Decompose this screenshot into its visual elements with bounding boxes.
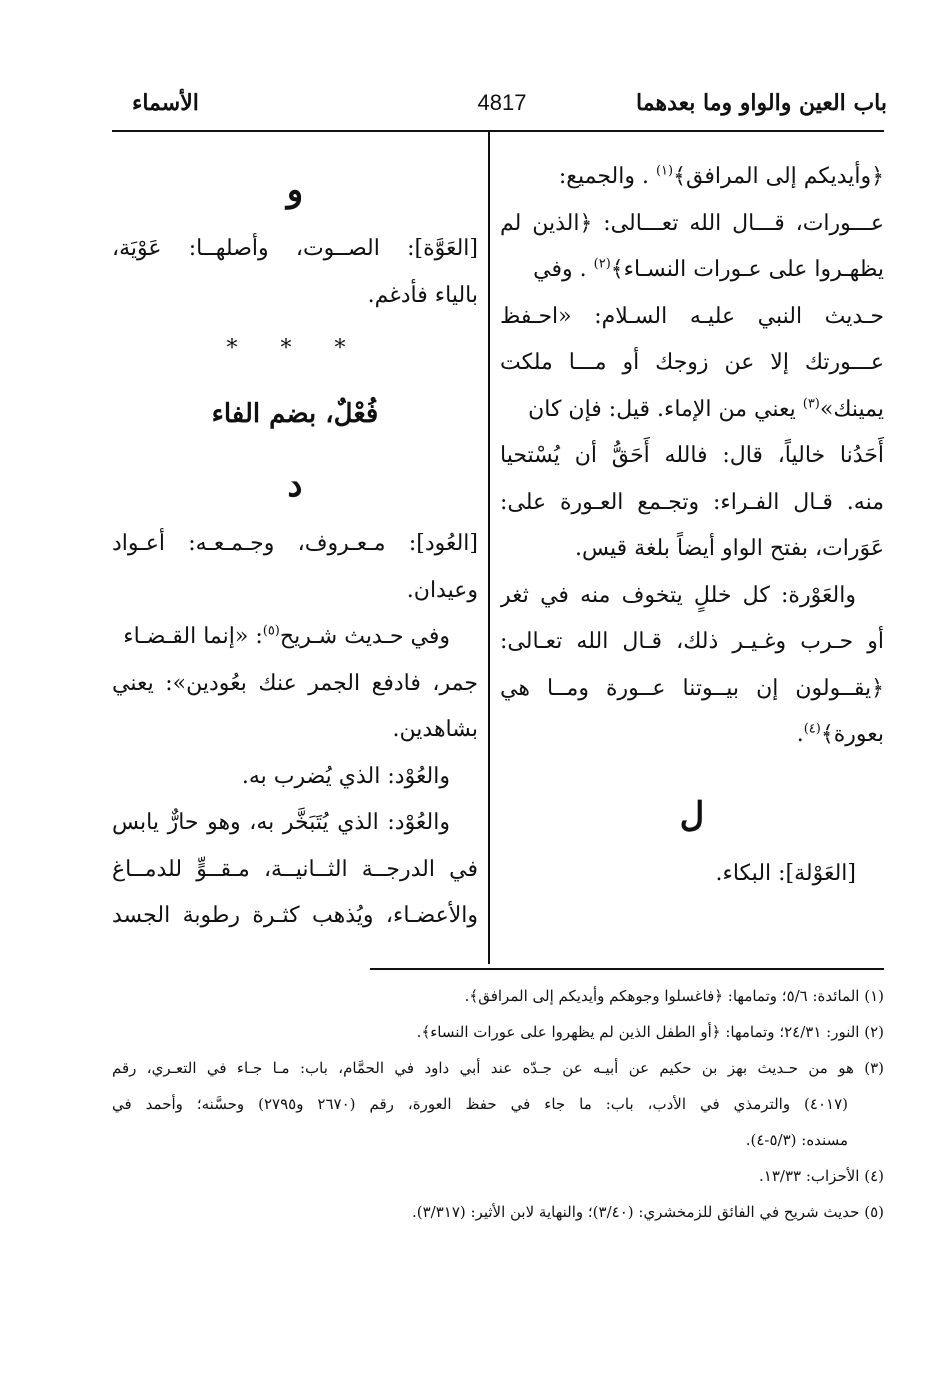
awwa-entry-line: [العَوَّة]: الصــوت، وأصلهــا: عَوْيَة، — [112, 236, 478, 261]
footnote: (١) المائدة: ٥/٦؛ وتمامها: ﴿فاغسلوا وجوهكم وأيديكم إلى المرافق﴾. — [464, 987, 884, 1005]
text-line: أو حـرب وغـيـر ذلك، قـال الله تعـالى: — [500, 629, 884, 654]
ud-entry-line: والعُوْد: الذي يُضرب به. — [241, 763, 450, 789]
awla-entry: [العَوْلة]: البكاء. — [715, 860, 856, 886]
text-line: وفي حـديث شـريح$^{(٥)}$: «إنما القـضـاء — [123, 623, 450, 649]
text-line: في الدرجــة الثــانيــة، مـقــوٍّ للدمــاغ — [112, 856, 478, 882]
text-line: ﴿وأيديكم إلى المرافق﴾$^{(١)}$ . والجميع: — [558, 163, 884, 189]
footnote-continuation: (٤٠١٧) والترمذي في الأدب، باب: ما جاء في حفظ العورة، رقم (٢٦٧٠ و٢٧٩٥) وحسَّنه؛ وأحمد في — [112, 1095, 849, 1113]
footnote: (٥) حديث شريح في الفائق للزمخشري: (٣/٤٠)؛ والنهاية لابن الأثير: (٣/٣١٧). — [411, 1203, 884, 1221]
header-rule — [112, 130, 884, 132]
text-line: جمر، فادفع الجمر عنك بعُودين»: يعني — [112, 670, 478, 696]
text-line: بعورة﴾$^{(٤)}$. — [796, 721, 884, 747]
chapter-title: باب العين والواو وما بعدهما — [636, 90, 887, 116]
text-line: عَوَرات، بفتح الواو أيضاً بلغة قيس. — [574, 536, 884, 561]
text-line: بالياء فأدغم. — [367, 282, 478, 308]
text-line: يمينك»$^{(٣)}$ يعني من الإماء. قيل: فإن كان — [528, 396, 884, 422]
footnote: (٣) هو من حـديث بهز بن حكيم عن أبيـه عن جـدّه عند أبي داود في الحمَّام، باب: مـا جـاء في التعـري، رقم — [112, 1059, 884, 1077]
text-line: أَحَدُنا خالياً، قال: فالله أَحَقُّ أن يُسْتحيا — [500, 443, 884, 468]
column-divider — [488, 132, 490, 964]
footnote: (٢) النور: ٢٤/٣١؛ وتمامها: ﴿أو الطفل الذين لم يظهروا على عورات النساء﴾. — [416, 1023, 884, 1041]
letter-heading-waw: و — [286, 170, 304, 210]
text-line: منه. قـال الفـراء: وتجـمع العـورة على: — [500, 489, 884, 515]
letter-heading-dal: د — [287, 465, 303, 505]
text-line: والأعضـاء، ويُذهب كثـرة رطوبة الجسد — [112, 903, 478, 928]
page-number: 4817 — [477, 90, 527, 115]
left-column — [112, 154, 478, 940]
text-line: يظهـروا على عـورات النسـاء﴾$^{(٢)}$ . وفي — [533, 256, 884, 282]
footnotes — [112, 978, 884, 1230]
ud-entry-line: والعُوْد: الذي يُتَبَخَّر به، وهو حارٌّ يابس — [112, 810, 450, 835]
text-line: عـــورات، قـــال الله تعـــالى: ﴿الذين لم — [500, 210, 884, 236]
right-column — [500, 154, 884, 897]
text-line: بشاهدين. — [392, 717, 478, 742]
section-title-header: الأسماء — [132, 90, 199, 116]
text-line: ﴿يقــولون إن بيــوتنا عــورة ومــا هي — [500, 675, 884, 701]
letter-heading-lam: ل — [679, 794, 705, 835]
awra-entry-line: والعَوْرة: كل خللٍ يتخوف منه في ثغر — [500, 582, 856, 608]
text-line: وعيدان. — [406, 577, 478, 603]
ud-entry-line: [العُود]: مـعـروف، وجـمـعـه: أعـواد — [112, 531, 478, 556]
text-line: عـــورتك إلا عن زوجك أو مـــا ملكت — [500, 350, 884, 375]
section-divider-stars: * * * — [226, 336, 364, 361]
footnote: (٤) الأحزاب: ١٣/٣٣. — [759, 1167, 884, 1185]
footnote-continuation: مسنده: (٥/٣-٤). — [745, 1131, 848, 1149]
section-heading: فُعْلٌ، بضم الفاء — [211, 399, 379, 429]
text-line: حـديث النبي عليـه السـلام: «احـفظ — [500, 303, 884, 329]
footnote-rule — [370, 968, 884, 970]
